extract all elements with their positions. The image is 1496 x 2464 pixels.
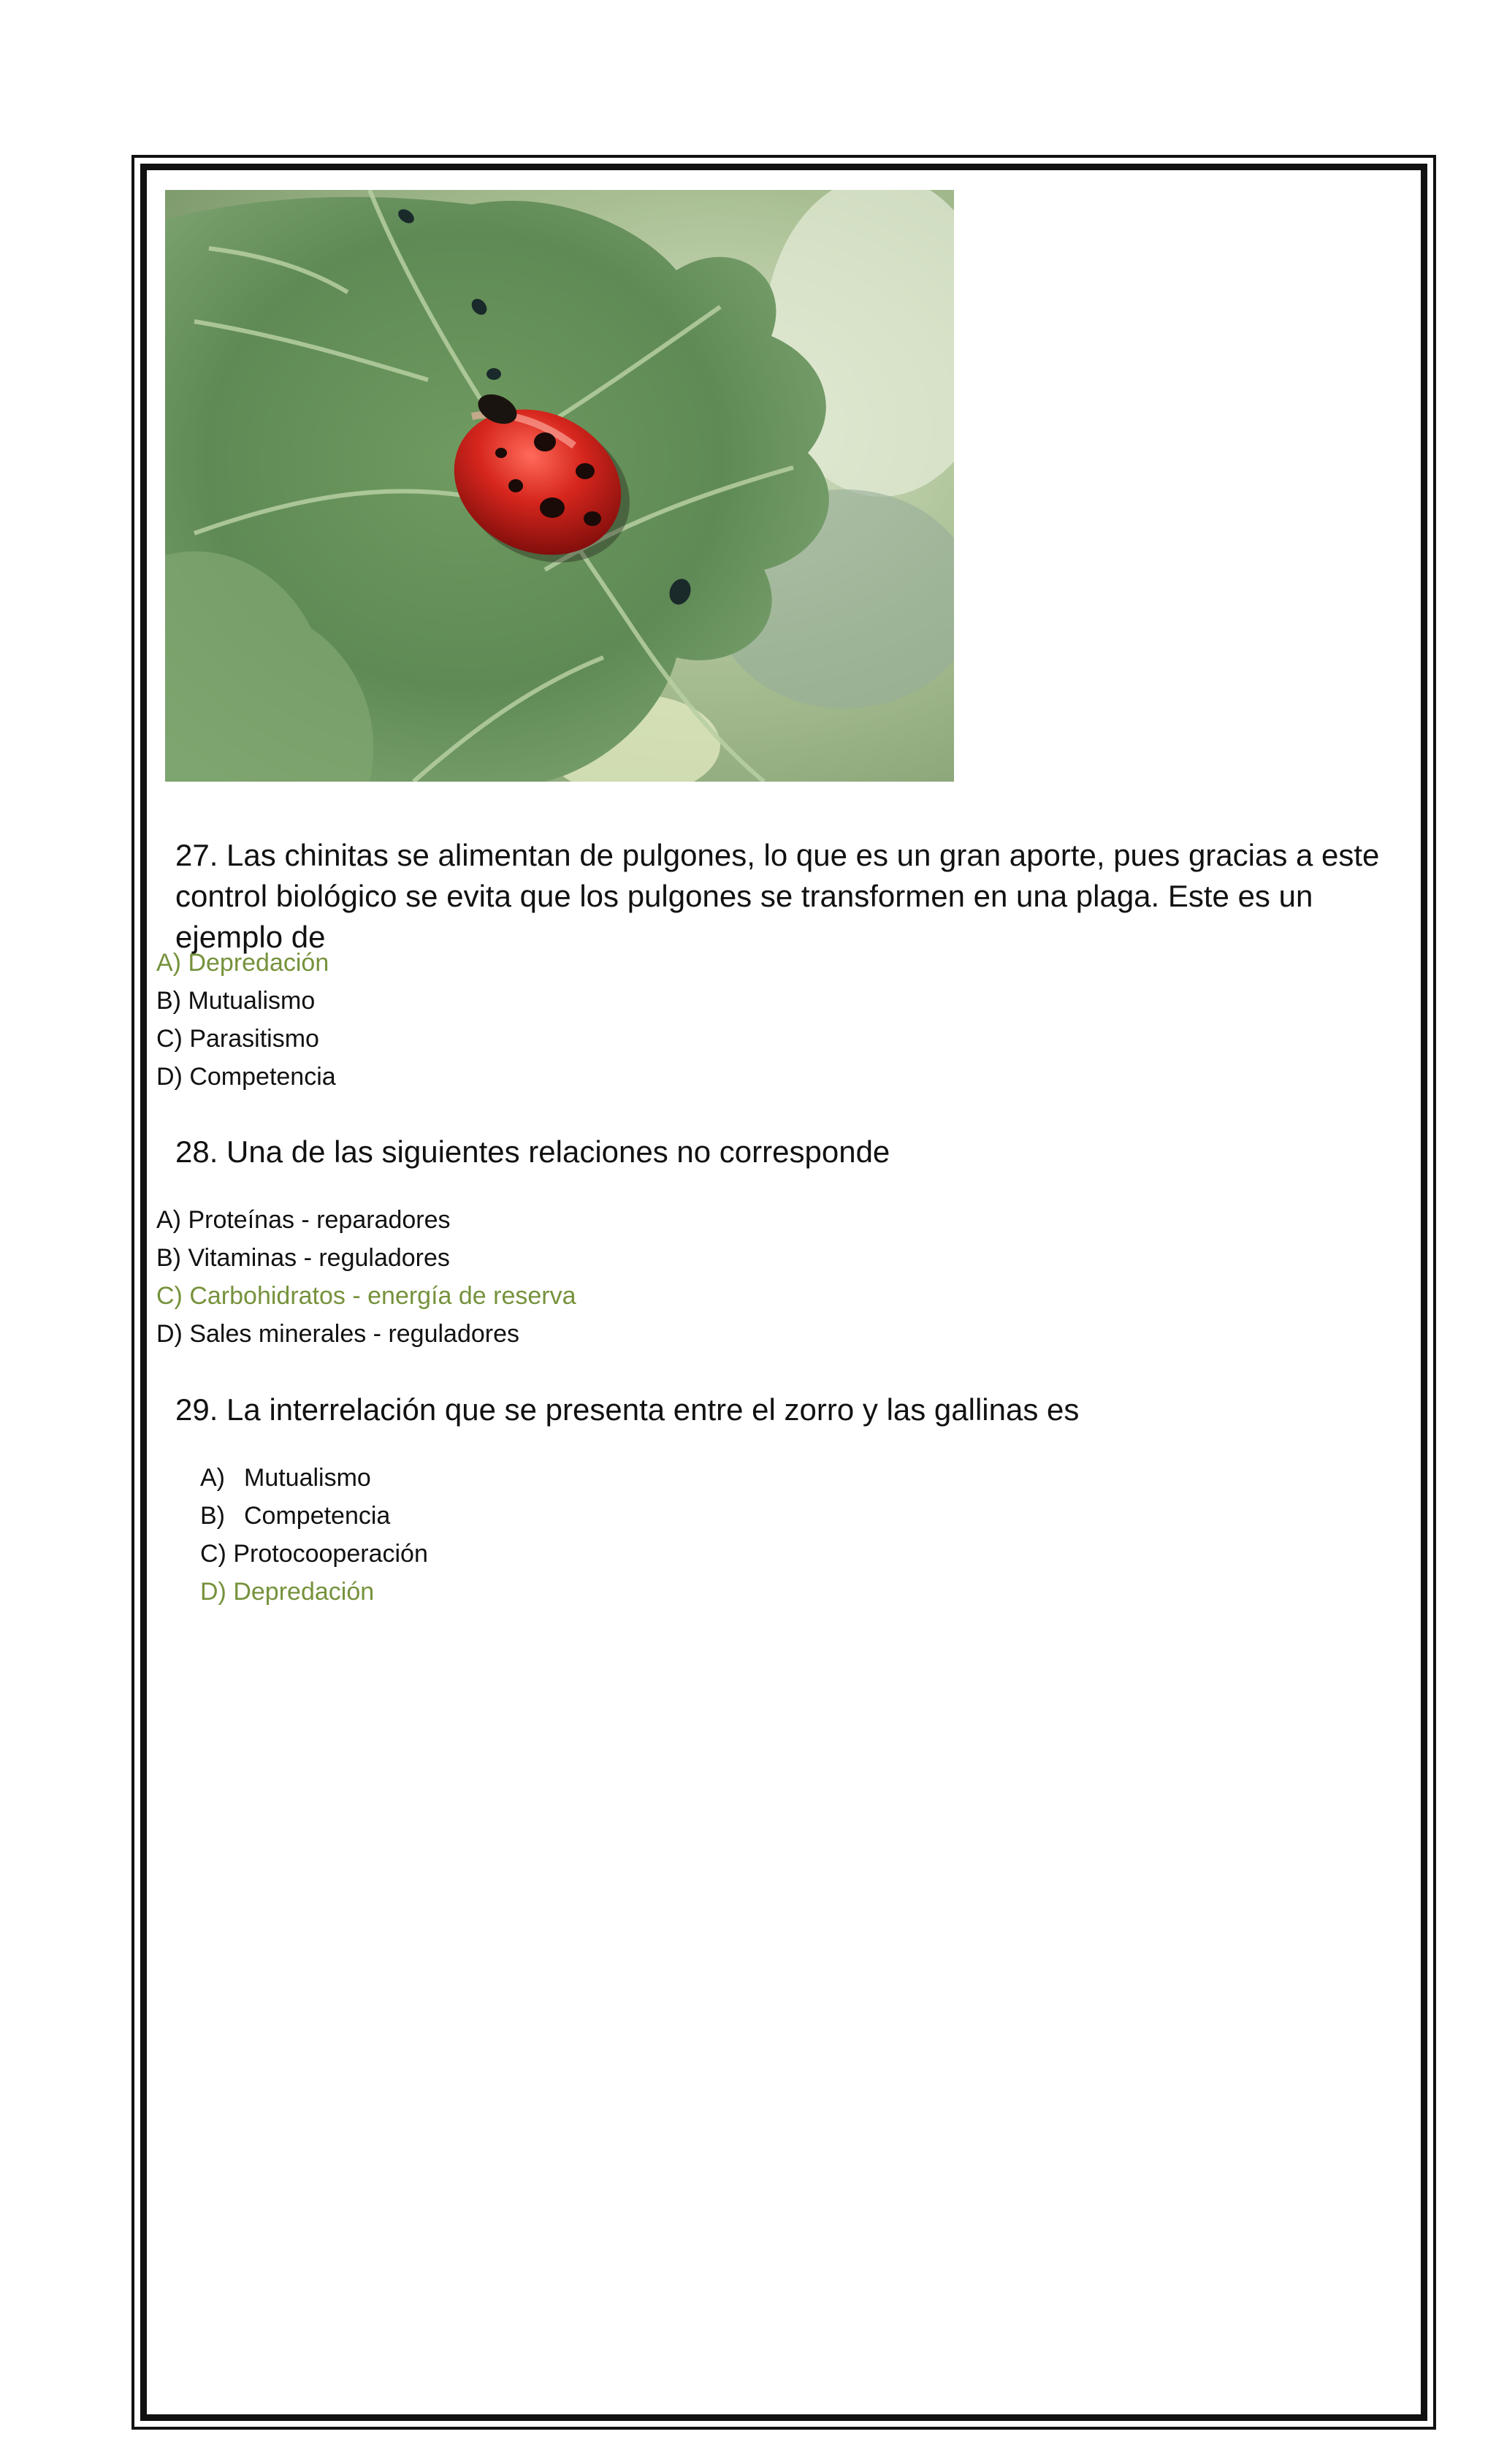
option-29-a[interactable]: A) Mutualismo (200, 1464, 371, 1492)
ladybug-on-leaf-icon (165, 190, 954, 782)
option-28-a[interactable]: A) Proteínas - reparadores (156, 1206, 451, 1234)
question-28: 28. Una de las siguientes relaciones no corresponde (175, 1134, 890, 1169)
option-27-c[interactable]: C) Parasitismo (156, 1025, 319, 1053)
option-29-d[interactable]: D) Depredación (200, 1578, 375, 1606)
option-28-d[interactable]: D) Sales minerales - reguladores (156, 1320, 520, 1348)
ladybug-photo (165, 190, 954, 782)
option-27-b[interactable]: B) Mutualismo (156, 987, 316, 1015)
question-29-options (200, 1459, 428, 1611)
question-29: 29. La interrelación que se presenta entre el zorro y las gallinas es (175, 1392, 1080, 1427)
option-29-c[interactable]: C) Protocooperación (200, 1540, 428, 1568)
option-27-a[interactable]: A) Depredación (156, 949, 329, 977)
question-28-options (156, 1201, 576, 1353)
option-29-b[interactable]: B) Competencia (200, 1502, 391, 1530)
option-28-b[interactable]: B) Vitaminas - reguladores (156, 1244, 450, 1272)
question-27-options (156, 944, 336, 1096)
option-28-c[interactable]: C) Carbohidratos - energía de reserva (156, 1282, 576, 1310)
option-27-d[interactable]: D) Competencia (156, 1063, 336, 1091)
question-27: 27. Las chinitas se alimentan de pulgones, lo que es un gran aporte, pues gracias a este control biológico se evita que los pulgones se transformen en una plaga. Este es un ejemplo de (175, 838, 1380, 954)
